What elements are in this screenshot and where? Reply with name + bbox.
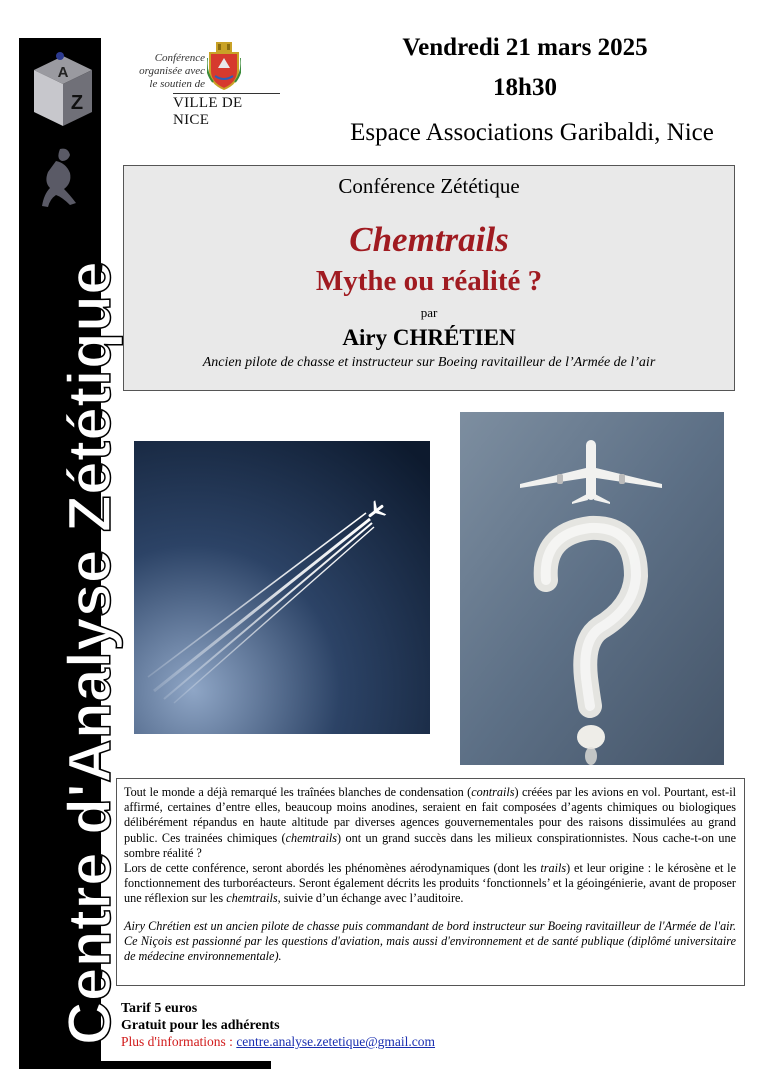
talk-title-box	[123, 165, 735, 391]
event-venue: Espace Associations Garibaldi, Nice	[350, 119, 714, 146]
cube-logo-icon	[28, 52, 98, 132]
description-paragraph-1: Tout le monde a déjà remarqué les traînées blanches de condensation (contrails) créées par les avions en vol. Pourtant, est-il affirmé, certaines d’entre elles, beaucoup moins anodines, seraient en fait composées d’agents chimiques ou biologiques délibérément répandus en haute altitude par diverses agences gouvernementales pour des raisons dissimulées au grand public. Ces trainées chimiques (chemtrails) ont un grand succès dans les milieux conspirationnistes. Nous cache-t-on une sombre réalité ?	[124, 785, 737, 860]
cube-letter-a: A	[57, 64, 69, 81]
speaker-name: Airy CHRÉTIEN	[342, 325, 516, 350]
speaker-bio: Airy Chrétien est un ancien pilote de chasse puis commandant de bord instructeur sur Boeing ravitailleur de l'Armée de l'air. Ce Niçois est passionné par les questions d'aviation, mais aussi d'environnement et de santé publique (diplômé universitaire de médecine environnementale).	[124, 918, 736, 964]
event-date: Vendredi 21 mars 2025	[402, 34, 648, 61]
bottom-bar	[19, 1061, 271, 1069]
price-line: Tarif 5 euros	[121, 1001, 198, 1016]
nice-sponsor-logo	[115, 42, 280, 128]
speaker-role: Ancien pilote de chasse et instructeur sur Boeing ravitailleur de l’Armée de l’air	[202, 355, 656, 370]
nice-crest-icon	[207, 42, 241, 90]
info-line	[121, 1034, 435, 1050]
talk-title: Chemtrails	[349, 220, 509, 259]
cube-letter-z: Z	[70, 92, 84, 114]
sponsor-caption-line3: le soutien de	[149, 78, 205, 90]
info-label: Plus d'informations :	[121, 1034, 237, 1049]
members-line: Gratuit pour les adhérents	[121, 1018, 280, 1033]
sponsor-caption-line1: Conférence	[154, 52, 205, 64]
contrail-photo	[134, 441, 430, 734]
conference-kind: Conférence Zététique	[338, 174, 520, 198]
sponsor-caption-line2: organisée avec	[139, 65, 205, 77]
sponsor-caption	[115, 52, 205, 91]
talk-subtitle: Mythe ou réalité ?	[315, 265, 543, 297]
question-mark-photo	[460, 412, 724, 765]
event-time: 18h30	[493, 74, 557, 101]
sidebar-title: Centre d'Analyse Zététique	[56, 260, 123, 1045]
sponsor-city: VILLE DE NICE	[173, 93, 280, 129]
by-label: par	[420, 305, 438, 320]
description-box	[116, 778, 745, 986]
thinker-figure-icon	[38, 145, 88, 210]
description-paragraph-2: Lors de cette conférence, seront abordés les phénomènes aérodynamiques (dont les trails) et leur origine : le kérosène et le fonctionnement des turboréacteurs. Seront également décrits les produits ‘fonctionnels’ et la géoingénierie, avant de proposer une réflexion sur les chemtrails, suivie d’un échange avec l’auditoire.	[124, 861, 736, 906]
contact-email-link[interactable]: centre.analyse.zetetique@gmail.com	[236, 1034, 436, 1049]
